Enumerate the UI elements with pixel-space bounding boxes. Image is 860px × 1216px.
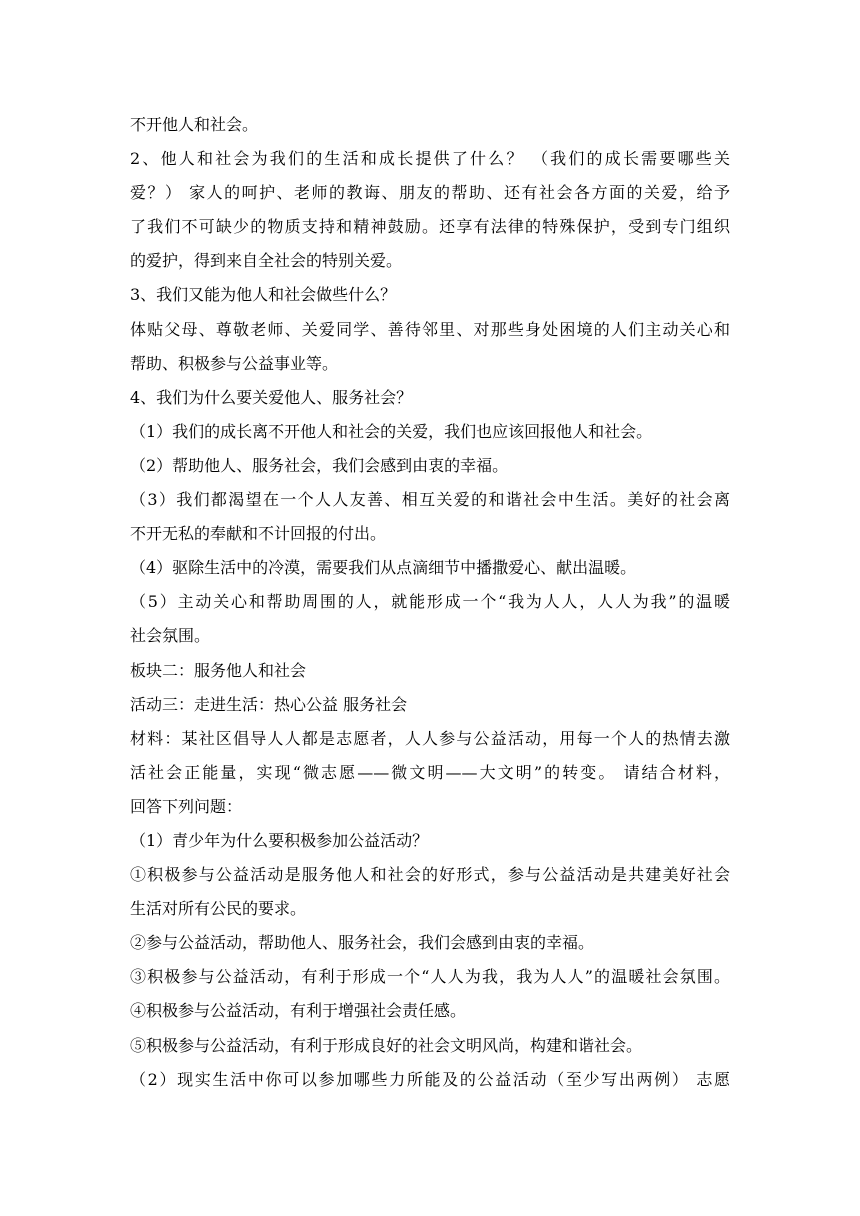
text-line: 2、他人和社会为我们的生活和成长提供了什么？ （我们的成长需要哪些关 — [130, 149, 730, 169]
document-body — [130, 108, 730, 1097]
text-line: 活动三：走进生活：热心公益 服务社会 — [130, 694, 408, 714]
text-line: （5）主动关心和帮助周围的人，就能形成一个“我为人人，人人为我”的温暖 — [130, 592, 730, 612]
text-line: 材料：某社区倡导人人都是志愿者，人人参与公益活动，用每一个人的热情去激 — [130, 728, 730, 748]
text-line: 体贴父母、尊敬老师、关爱同学、善待邻里、对那些身处困境的人们主动关心和 — [130, 319, 730, 339]
text-line: ⑤积极参与公益活动，有利于形成良好的社会文明风尚，构建和谐社会。 — [130, 1035, 643, 1055]
text-line: 帮助、积极参与公益事业等。 — [130, 353, 339, 373]
text-line: （1）我们的成长离不开他人和社会的关爱，我们也应该回报他人和社会。 — [130, 421, 653, 441]
text-line: 板块二：服务他人和社会 — [130, 660, 307, 680]
text-line: 了我们不可缺少的物质支持和精神鼓励。还享有法律的特殊保护，受到专门组织 — [130, 217, 730, 237]
text-line: 社会氛围。 — [130, 626, 211, 646]
text-line: 爱？） 家人的呵护、老师的教诲、朋友的帮助、还有社会各方面的关爱，给予 — [130, 183, 730, 203]
text-line: ①积极参与公益活动是服务他人和社会的好形式，参与公益活动是共建美好社会 — [130, 865, 730, 885]
text-line: 的爱护，得到来自全社会的特别关爱。 — [130, 251, 403, 271]
text-line: 活社会正能量，实现“微志愿——微文明——大文明”的转变。 请结合材料， — [130, 762, 730, 782]
text-line: 4、我们为什么要关爱他人、服务社会？ — [130, 387, 413, 407]
text-line: 回答下列问题： — [130, 796, 243, 816]
text-line: （4）驱除生活中的冷漠，需要我们从点滴细节中播撒爱心、献出温暖。 — [130, 558, 637, 578]
text-line: （3）我们都渴望在一个人人友善、相互关爱的和谐社会中生活。美好的社会离 — [130, 490, 730, 510]
text-line: （1）青少年为什么要积极参加公益活动？ — [130, 830, 429, 850]
text-line: 不开无私的奉献和不计回报的付出。 — [130, 524, 387, 544]
text-line: 3、我们又能为他人和社会做些什么？ — [130, 285, 397, 305]
text-line: ④积极参与公益活动，有利于增强社会责任感。 — [130, 1001, 467, 1021]
text-line: 生活对所有公民的要求。 — [130, 899, 307, 919]
text-line: ②参与公益活动，帮助他人、服务社会，我们会感到由衷的幸福。 — [130, 933, 595, 953]
text-line: ③积极参与公益活动，有利于形成一个“人人为我，我为人人”的温暖社会氛围。 — [130, 967, 730, 987]
text-line: 不开他人和社会。 — [130, 115, 259, 134]
text-line: （2）现实生活中你可以参加哪些力所能及的公益活动（至少写出两例） 志愿 — [130, 1069, 730, 1089]
text-line: （2）帮助他人、服务社会，我们会感到由衷的幸福。 — [130, 455, 509, 475]
